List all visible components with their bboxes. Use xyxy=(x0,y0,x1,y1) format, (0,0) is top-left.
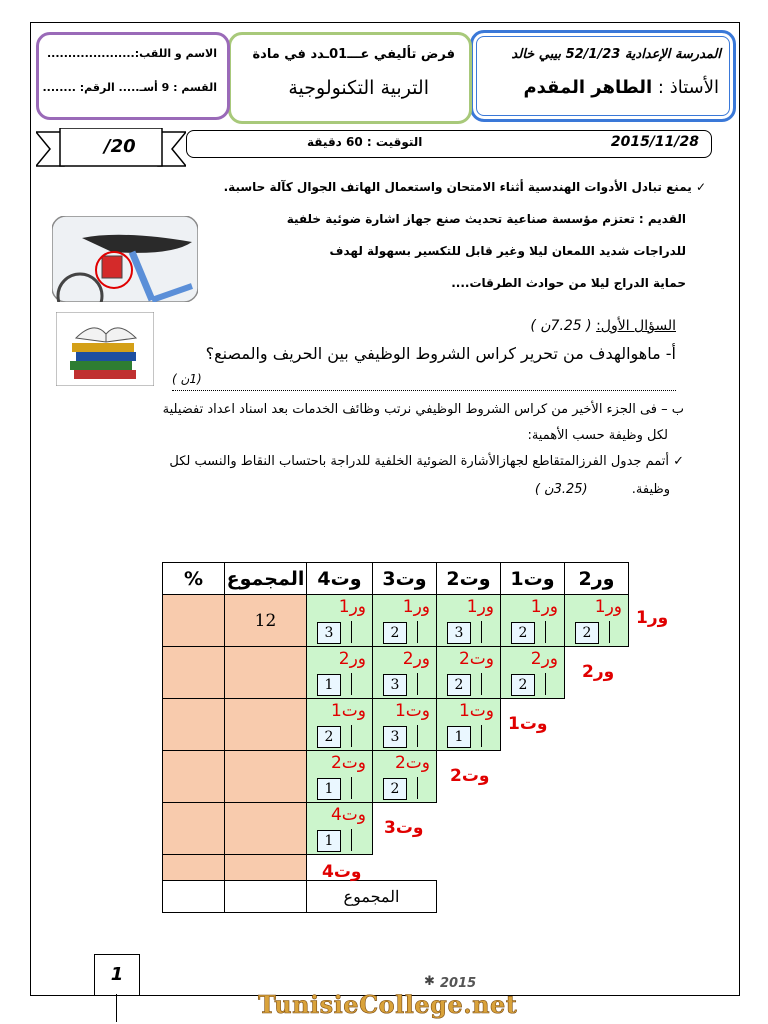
footer-divider xyxy=(116,994,117,1022)
task-line-2: وظيفة. (3.25ن ) xyxy=(534,482,670,497)
percent-cell[interactable] xyxy=(163,855,225,881)
header-f2: وت2 xyxy=(437,563,501,595)
header-f3: وت3 xyxy=(373,563,437,595)
total-cell[interactable]: 12 xyxy=(225,595,307,647)
percent-cell[interactable] xyxy=(163,803,225,855)
total-cell[interactable] xyxy=(225,751,307,803)
subject: التربية التكنولوجية xyxy=(288,77,429,99)
sort-cell: وت1 3 xyxy=(373,699,437,751)
books-image xyxy=(56,312,154,386)
row-label-p1: ور1 xyxy=(636,608,669,628)
total-cell[interactable] xyxy=(225,699,307,751)
header-f1: وت1 xyxy=(501,563,565,595)
teacher-label: الأستاذ : xyxy=(657,77,719,98)
sort-cell: وت2 2 xyxy=(373,751,437,803)
check-icon: ✓ xyxy=(691,180,706,194)
row-label-p2: ور2 xyxy=(582,662,615,682)
exam-duration: التوقيت : 60 دقيقة xyxy=(307,135,423,149)
percent-cell[interactable] xyxy=(163,647,225,699)
bicycle-light-image xyxy=(52,216,198,302)
percent-cell[interactable] xyxy=(163,699,225,751)
sort-cell: ور2 1 xyxy=(307,647,373,699)
sort-cell: ور1 3 xyxy=(307,595,373,647)
school-box xyxy=(470,30,736,122)
total-cell[interactable] xyxy=(225,647,307,699)
sort-cell: ور1 2 xyxy=(501,595,565,647)
task-line-1: ✓ أتمم جدول الفرزالمتقاطع لجهازالأشارة الضوئية الخلفية للدراجة باحتساب النقاط والنسب لكل xyxy=(169,454,684,469)
question-header xyxy=(530,318,676,334)
sort-cell: ور1 2 xyxy=(565,595,629,647)
school-name: المدرسة الإعدادية 52/1/23 بيبي خالد xyxy=(511,47,721,62)
total-cell[interactable] xyxy=(225,803,307,855)
row-label-f1: وت1 xyxy=(508,714,548,734)
name-field[interactable]: الاسم و اللقب:..................... xyxy=(46,47,217,60)
class-field[interactable]: القسم : 9 أسـ..... الرقم: ........ xyxy=(42,81,217,94)
page-number-box xyxy=(94,954,140,995)
sort-cell: ور1 2 xyxy=(373,595,437,647)
ribbon-bar xyxy=(186,130,712,158)
intro-line-3: حماية الدراج ليلا من حوادث الطرقات.... xyxy=(451,276,686,290)
question-points: ( 7.25ن ) xyxy=(530,318,592,334)
question-title: السؤال الأول: xyxy=(596,318,676,334)
check-icon: ✓ xyxy=(668,454,684,469)
exam-date: 2015/11/28 xyxy=(610,134,699,150)
grand-total-cell[interactable] xyxy=(225,881,307,913)
total-label-cell: المجموع xyxy=(307,881,437,913)
question-a: أ- ماهوالهدف من تحرير كراس الشروط الوظيفي بين الحريف والمصنع؟ xyxy=(205,344,676,363)
header-total: المجموع xyxy=(225,563,307,595)
sort-cell: وت2 2 xyxy=(437,647,501,699)
task-points: (3.25ن ) xyxy=(534,482,588,497)
teacher-line xyxy=(523,77,719,98)
intro-line-1: القديم : تعتزم مؤسسة صناعية تحديث صنع جهاز اشارة ضوئية خلفية xyxy=(286,212,686,226)
sort-cell: وت1 1 xyxy=(437,699,501,751)
grand-total-percent[interactable] xyxy=(163,881,225,913)
row-label-f4: وت4 xyxy=(322,862,362,882)
sort-cell: وت4 1 xyxy=(307,803,373,855)
student-box xyxy=(36,32,230,120)
row-label-f3: وت3 xyxy=(384,818,424,838)
watermark-year: 2015 xyxy=(440,976,477,991)
question-b-line1: ب – فى الجزء الأخير من كراس الشروط الوظيفي نرتب وظائف الخدمات بعد اسناد اعداد تفضيلية xyxy=(162,402,684,417)
row-label-f2: وت2 xyxy=(450,766,490,786)
header-p2: ور2 xyxy=(565,563,629,595)
watermark: TunisieCollege.net xyxy=(258,990,518,1019)
sort-cell: وت2 1 xyxy=(307,751,373,803)
palm-icon: ✱ xyxy=(424,974,435,989)
rule-line: ✓ يمنع تبادل الأدوات الهندسية أثناء الامتحان واستعمال الهاتف الجوال كآلة حاسبة. xyxy=(223,180,706,194)
page-number: 1 xyxy=(110,964,124,985)
exam-title: فرض تأليفي عـــ01ـدد في مادة xyxy=(252,47,455,62)
sort-cell: ور1 3 xyxy=(437,595,501,647)
sort-cell: وت1 2 xyxy=(307,699,373,751)
intro-line-2: للدراجات شديد اللمعان ليلا وغير قابل للتكسير بسهولة لهدف xyxy=(329,244,686,258)
sort-cell: ور2 3 xyxy=(373,647,437,699)
teacher-name: الطاهر المقدم xyxy=(523,77,653,98)
answer-line-a[interactable] xyxy=(172,374,676,391)
question-a-points: (1ن ) xyxy=(172,372,202,386)
exam-box xyxy=(228,32,472,124)
percent-cell[interactable] xyxy=(163,595,225,647)
sort-cell: ور2 2 xyxy=(501,647,565,699)
percent-cell[interactable] xyxy=(163,751,225,803)
score-total: /20 xyxy=(104,136,136,157)
header-f4: وت4 xyxy=(307,563,373,595)
total-cell[interactable] xyxy=(225,855,307,881)
question-b-line2: لكل وظيفة حسب الأهمية: xyxy=(527,428,668,443)
header-percent: % xyxy=(163,563,225,595)
cross-sort-table xyxy=(162,562,629,913)
